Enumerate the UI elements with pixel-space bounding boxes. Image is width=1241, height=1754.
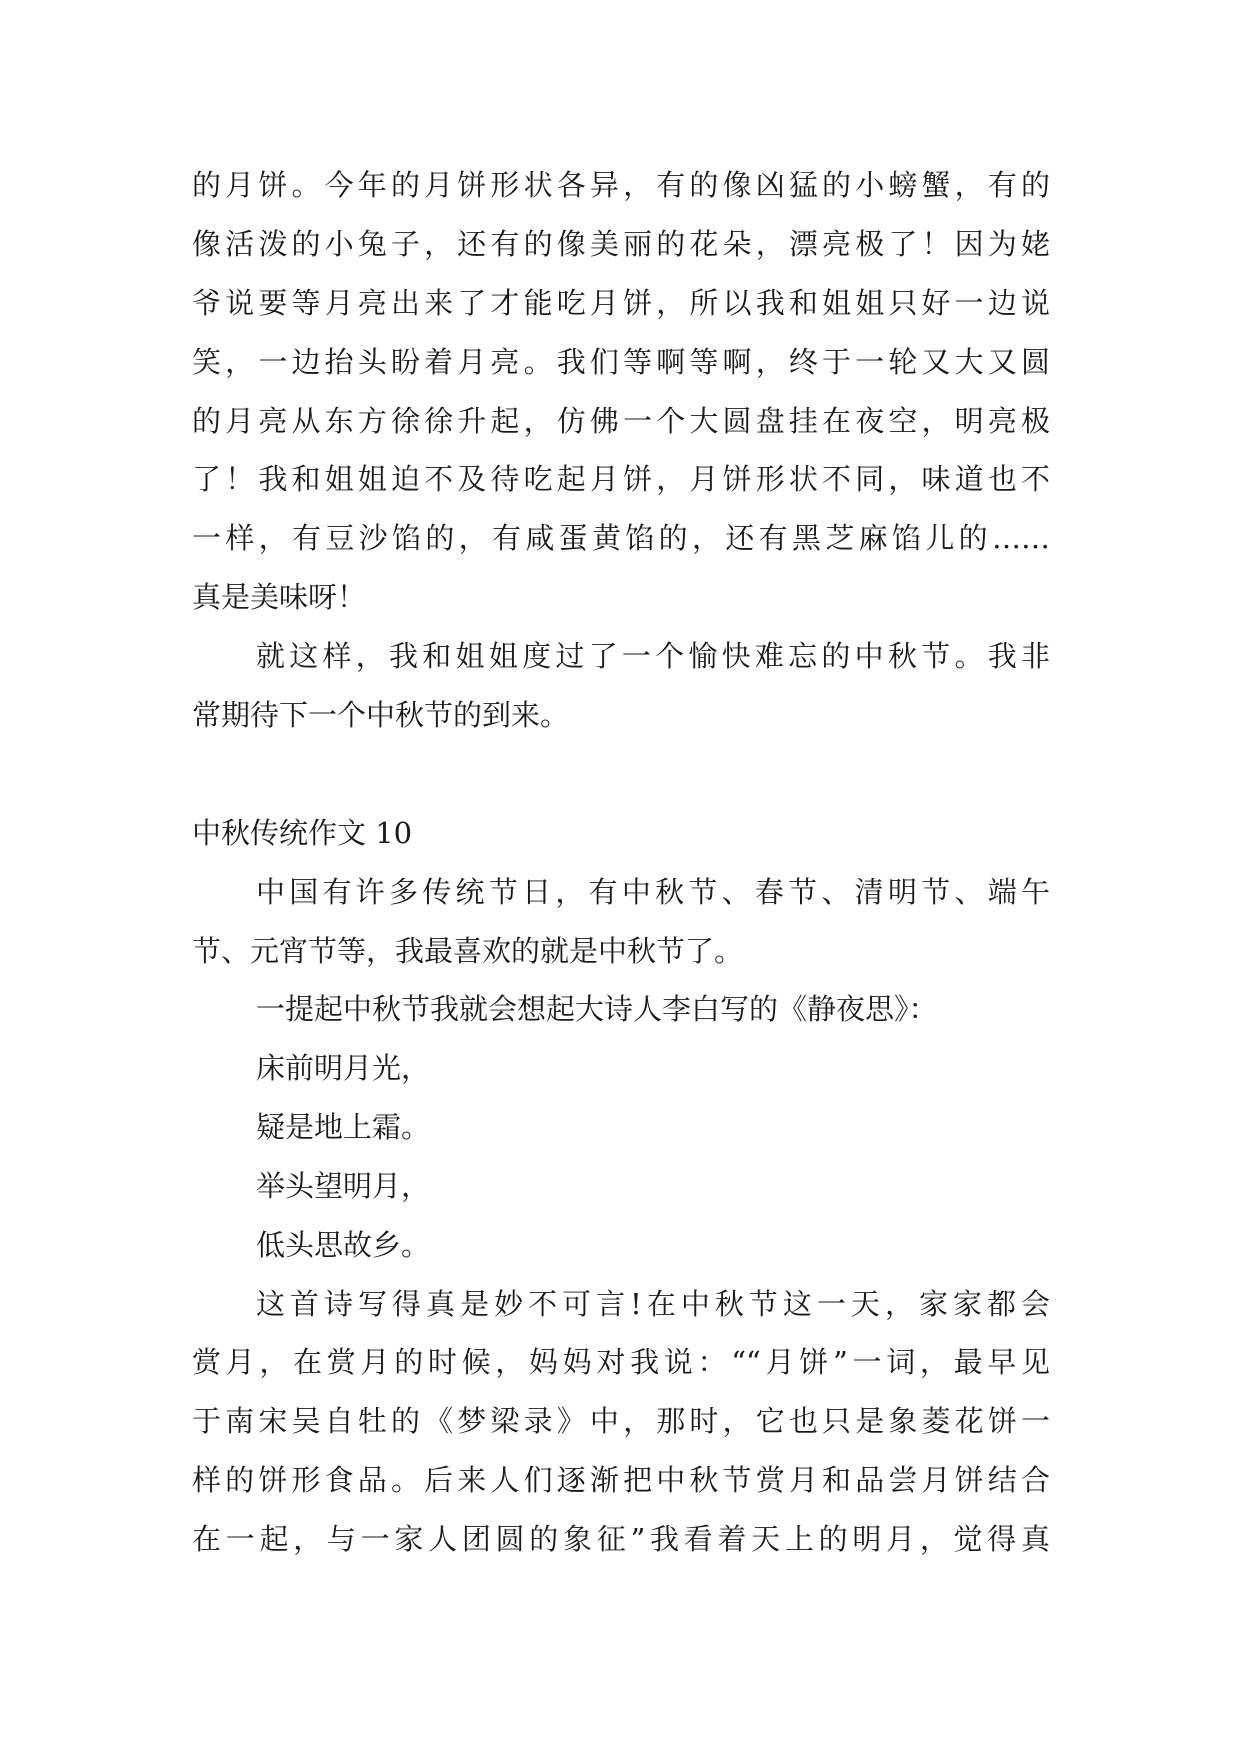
paragraph-line: 中国有许多传统节日，有中秋节、春节、清明节、端午 — [256, 875, 1050, 909]
paragraph-line: 的月饼。今年的月饼形状各异，有的像凶猛的小螃蟹，有的 — [192, 168, 1050, 202]
paragraph-line: 常期待下一个中秋节的到来。 — [192, 698, 570, 732]
paragraph-line: 在一起，与一家人团圆的象征”我看着天上的明月，觉得真 — [192, 1522, 1050, 1556]
poem-line: 床前明月光， — [256, 1051, 431, 1085]
paragraph-line: 这首诗写得真是妙不可言!在中秋节这一天，家家都会 — [256, 1287, 1050, 1321]
paragraph-line: 节、元宵节等，我最喜欢的就是中秋节了。 — [192, 934, 744, 968]
paragraph-line: 于南宋吴自牡的《梦梁录》中，那时，它也只是象菱花饼一 — [192, 1404, 1050, 1438]
poem-intro: 一提起中秋节我就会想起大诗人李白写的《静夜思》： — [256, 992, 938, 1026]
paragraph-line: 赏月，在赏月的时候，妈妈对我说：““月饼”一词，最早见 — [192, 1345, 1050, 1379]
paragraph-line: 样的饼形食品。后来人们逐渐把中秋节赏月和品尝月饼结合 — [192, 1463, 1050, 1497]
section-heading: 中秋传统作文 10 — [192, 816, 413, 850]
paragraph-line: 的月亮从东方徐徐升起，仿佛一个大圆盘挂在夜空，明亮极 — [192, 404, 1050, 438]
poem-line: 疑是地上霜。 — [256, 1110, 431, 1144]
paragraph-line: 一样，有豆沙馅的，有咸蛋黄馅的，还有黑芝麻馅儿的…… — [192, 521, 1050, 555]
paragraph-line: 就这样，我和姐姐度过了一个愉快难忘的中秋节。我非 — [256, 639, 1050, 673]
paragraph-line: 了！我和姐姐迫不及待吃起月饼，月饼形状不同，味道也不 — [192, 462, 1050, 496]
paragraph-line: 笑，一边抬头盼着月亮。我们等啊等啊，终于一轮又大又圆 — [192, 345, 1050, 379]
paragraph-line: 爷说要等月亮出来了才能吃月饼，所以我和姐姐只好一边说 — [192, 286, 1050, 320]
paragraph-line: 真是美味呀！ — [192, 580, 367, 614]
paragraph-line: 像活泼的小兔子，还有的像美丽的花朵，漂亮极了！因为姥 — [192, 227, 1050, 261]
poem-line: 低头思故乡。 — [256, 1228, 431, 1262]
poem-line: 举头望明月， — [256, 1169, 431, 1203]
